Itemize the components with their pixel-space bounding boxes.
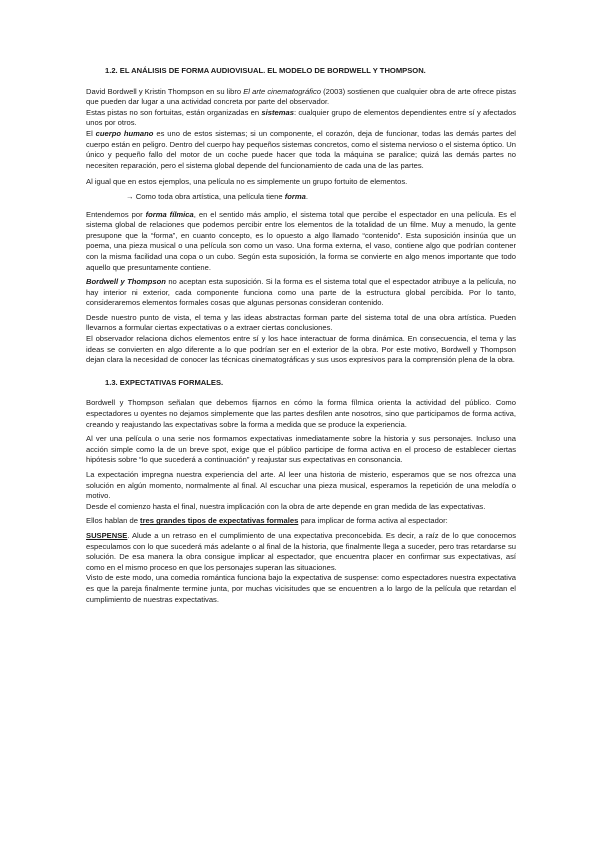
paragraph-ver-pelicula: Al ver una película o una serie nos formamos expectativas inmediatamente sobre la historia y sus personajes. Incluso una acción simple como la de un breve spot, exige que el público participe de forma activa en el proceso de establecer ciertas hipótesis sobre “lo que sucederá a continuación” y reajustar sus expectativas en consonancia. <box>86 434 516 465</box>
paragraph-cuerpo-humano: El cuerpo humano es uno de estos sistemas; si un componente, el corazón, deja de funcionar, todas las demás partes del cuerpo están en peligro. Dentro del cuerpo hay pequeños sistemas concretos, como el sistema nervioso o el sistema óptico. Un único y pequeño fallo del motor de un coche puede hacer que toda la máquina se paralice; quizá las demás partes no necesiten reparación, pero el sistema global depende del funcionamiento de cada una de las partes. <box>86 128 516 170</box>
term-forma-filmica: forma fílmica <box>145 209 194 219</box>
paragraph-observador: El observador relaciona dichos elementos entre sí y los hace interactuar de forma dinámica. En consecuencia, el tema y las ideas se convierten en algo diferente a lo que podrían ser en el exterior de la obra. Por este motivo, Bordwell y Thompson dejan clara la necesidad de conocer las técnicas cinematográficas y sus usos expresivos para la comprensión plena de la obra. <box>86 334 516 365</box>
paragraph-implicacion: Desde el comienzo hasta el final, nuestra implicación con la obra de arte depende en gran medida de las expectativas. <box>86 501 486 511</box>
paragraph-comedia-romantica: Visto de este modo, una comedia romántica funciona bajo la expectativa de suspense: como espectadores nuestra expectativa es que la pareja finalmente termine junta, por muchas vicisitudes que se encuentren a lo largo de la película que retardan el cumplimiento de nuestras expectativas. <box>86 573 516 604</box>
paragraph-suspense: SUSPENSE. Alude a un retraso en el cumplimiento de una expectativa preconcebida. Es decir, a raíz de lo que conocemos especulamos con lo que sucederá más adelante o al final de la historia, que finalmente llega a suceder, pero tras retardarse su solución. De esa manera la obra consigue implicar al espectador, que encuentra placer en confirmar sus expectativas, así como en el mismo proceso en que los personajes superan las situaciones. <box>86 530 516 572</box>
paragraph-expectacion: La expectación impregna nuestra experiencia del arte. Al leer una historia de misterio, esperamos que se nos ofrezca una solución en algún momento, normalmente al final. Al escuchar una pieza musical, esperamos la repetición de una melodía o motivo. <box>86 470 516 501</box>
section-heading-1-3: 1.3. EXPECTATIVAS FORMALES. <box>105 377 224 387</box>
paragraph-forma-filmica: Entendemos por forma fílmica, en el sentido más amplio, el sistema total que percibe el espectador en una película. Es el sistema global de relaciones que podemos percibir entre los elementos de la totalidad de un filme. Muy a menudo, la gente presupone que la “forma”, en cuanto concepto, es lo opuesto a algo llamado “contenido”. Esta suposición insinúa que un poema, una pieza musical o una película son como un vaso. Una forma externa, el vaso, contiene algo que podrían contener con la misma facilidad una copa o un cubo. Según esta suposición, la forma se convierte en algo menos importante que todo aquello que presuntamente contiene. <box>86 209 516 272</box>
paragraph-orienta-publico: Bordwell y Thompson señalan que debemos fijarnos en cómo la forma fílmica orienta la actividad del público. Como espectadores u oyentes no dejamos simplemente que las partes desfilen ante nosotros, sino que participamos de forma activa, creando y reajustando las expectativas sobre la forma a medida que se produce la experiencia. <box>86 398 516 429</box>
paragraph-punto-de-vista: Desde nuestro punto de vista, el tema y las ideas abstractas forman parte del sistema total de una obra artística. Pueden llevarnos a formular ciertas expectativas o a extraer ciertas conclusiones. <box>86 312 516 333</box>
book-title: El arte cinematográfico <box>243 86 321 96</box>
paragraph-sistemas: Estas pistas no son fortuitas, están organizadas en sistemas: cualquier grupo de elementos dependientes entre sí y afectados unos por otros. <box>86 107 516 128</box>
paragraph-tres-tipos: Ellos hablan de tres grandes tipos de expectativas formales para implicar de forma activa al espectador: <box>86 516 448 526</box>
paragraph-pelicula-no-fortuita: Al igual que en estos ejemplos, una película no es simplemente un grupo fortuito de elementos. <box>86 177 408 187</box>
paragraph-bordwell-thompson: Bordwell y Thompson no aceptan esta suposición. Si la forma es el sistema total que el espectador atribuye a la película, no hay interior ni exterior, cada componente funciona como una parte de la estructura global percibida. Por lo tanto, consideraremos elementos formales cosas que algunas personas consideran contenido. <box>86 277 516 308</box>
arrow-statement: → Como toda obra artística, una película tiene forma. <box>126 191 308 201</box>
term-cuerpo-humano: cuerpo humano <box>95 128 154 138</box>
arrow-icon: → <box>126 191 134 201</box>
term-bordwell-thompson: Bordwell y Thompson <box>86 277 166 287</box>
term-sistemas: sistemas <box>261 107 294 117</box>
document-page <box>86 66 516 609</box>
term-forma: forma <box>284 191 306 201</box>
paragraph-bordwell-intro: David Bordwell y Kristin Thompson en su libro El arte cinematográfico (2003) sostienen que cualquier obra de arte ofrece pistas que pueden dar lugar a una actividad concreta por parte del observador. <box>86 86 517 107</box>
term-tres-tipos: tres grandes tipos de expectativas formales <box>140 516 299 526</box>
section-heading-1-2: 1.2. EL ANÁLISIS DE FORMA AUDIOVISUAL. EL MODELO DE BORDWELL Y THOMPSON. <box>105 66 426 75</box>
term-suspense: SUSPENSE <box>86 530 128 540</box>
